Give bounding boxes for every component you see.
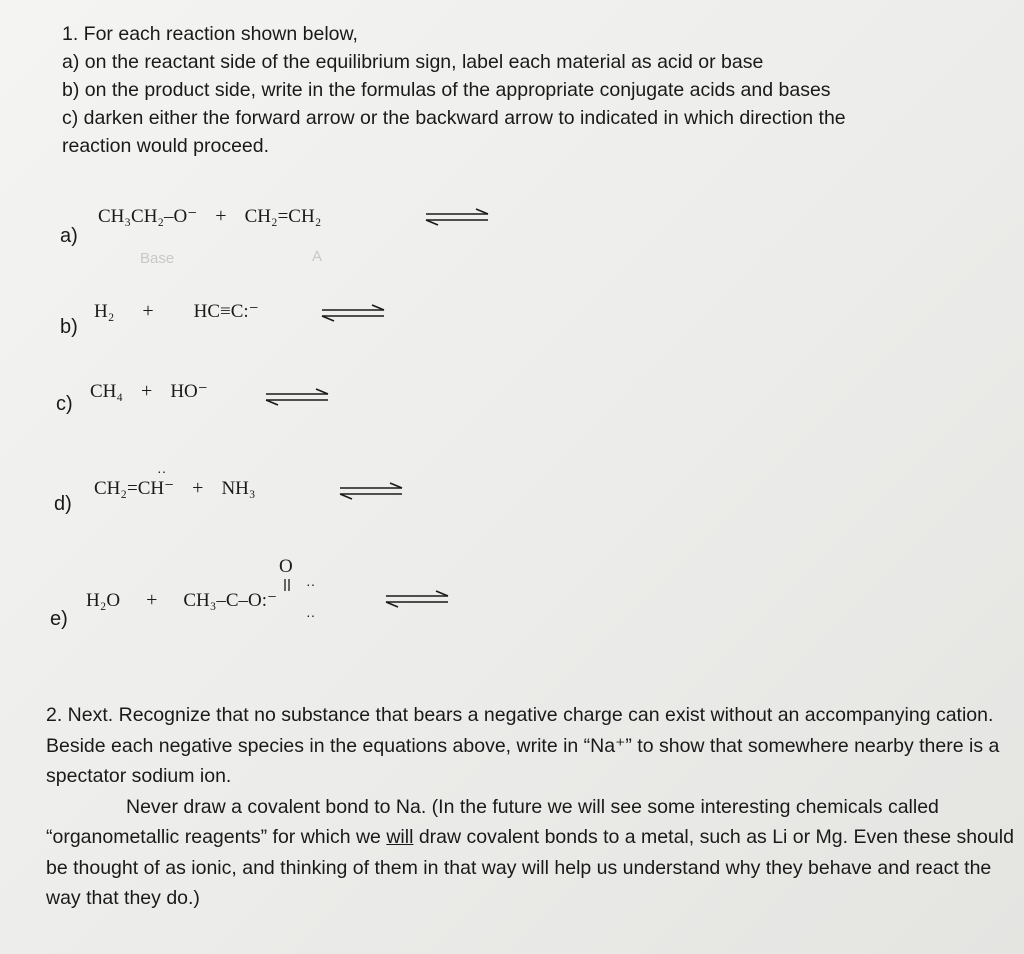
plus-sign: + (192, 477, 204, 499)
reaction-b-reactant-1: H₂ (94, 301, 115, 322)
reaction-d-equation (94, 477, 256, 500)
equilibrium-arrow-c[interactable] (264, 388, 332, 406)
equilibrium-arrow-b[interactable] (320, 304, 388, 322)
pencil-note-acid: A (312, 248, 323, 265)
question-1 (62, 20, 1002, 160)
reaction-e-equation (86, 589, 277, 612)
lone-pair-dots-d: ·· (157, 463, 167, 479)
equilibrium-arrow-d[interactable] (338, 482, 406, 500)
reaction-a-equation (98, 205, 321, 228)
lone-pair-dots-top: ·· (306, 576, 316, 592)
reaction-b-label: b) (60, 316, 78, 338)
question-1-part-c: c) darken either the forward arrow or the backward arrow to indicated in which direction the (62, 107, 846, 129)
equilibrium-arrow-e[interactable] (384, 590, 452, 608)
reaction-e-label: e) (50, 608, 68, 630)
lone-pair-dots-bottom: ·· (306, 607, 316, 623)
question-1-part-b: b) on the product side, write in the formulas of the appropriate conjugate acids and bases (62, 79, 831, 101)
plus-sign: + (146, 589, 158, 611)
reaction-d-reactant-1: CH₂=CH⁻ (94, 478, 175, 499)
plus-sign: + (215, 205, 227, 227)
reaction-a-reactant-2: CH₂=CH₂ (244, 206, 322, 227)
reaction-b-reactant-2: HC≡C:⁻ (193, 301, 259, 322)
pencil-note-base: Base (140, 250, 175, 267)
question-1-title: 1. For each reaction shown below, (62, 23, 358, 45)
reaction-e-reactant-1: H₂O (86, 590, 121, 611)
question-2-text-b: draw covalent bonds to a metal, such as Li or Mg. Even these should be thought of as ionic, and thinking of them in that way will help us understand why they behave and react the way that they do.) (46, 826, 1014, 909)
plus-sign: + (142, 300, 154, 322)
reaction-d-label: d) (54, 493, 72, 515)
question-1-part-c-cont: reaction would proceed. (62, 135, 270, 157)
reaction-a-reactant-1: CH₃CH₂–O⁻ (98, 206, 198, 227)
plus-sign: + (141, 380, 153, 402)
equilibrium-arrow-a[interactable] (424, 208, 492, 226)
reaction-c-reactant-2: HO⁻ (170, 381, 208, 402)
question-1-part-a: a) on the reactant side of the equilibrium sign, label each material as acid or base (62, 51, 764, 73)
question-2-text-a: Never draw a covalent bond to Na. (In the future we will see some interesting chemicals called “organometallic reagents” for which we (46, 795, 939, 848)
question-2-paragraph-1: 2. Next. Recognize that no substance that bears a negative charge can exist without an accompanying cation. Beside each negative species in the equations above, write in “Na⁺” to show that somewhere nearby there is a spectator sodium ion. (46, 704, 1000, 787)
reaction-c-label: c) (56, 393, 73, 415)
reaction-b-equation (94, 300, 259, 323)
emphasis-will: will (386, 826, 414, 848)
reaction-e-reactant-2: CH₃–C–O:⁻ (183, 590, 278, 611)
reaction-d-reactant-2: NH₃ (221, 478, 256, 499)
question-2 (46, 700, 1016, 914)
carbonyl-double-bond (281, 578, 293, 592)
reaction-a-label: a) (60, 225, 78, 247)
reaction-c-equation (90, 380, 208, 403)
reaction-c-reactant-1: CH₄ (90, 381, 124, 402)
carbonyl-oxygen: O (279, 556, 293, 577)
question-2-paragraph-2 (46, 792, 1016, 914)
